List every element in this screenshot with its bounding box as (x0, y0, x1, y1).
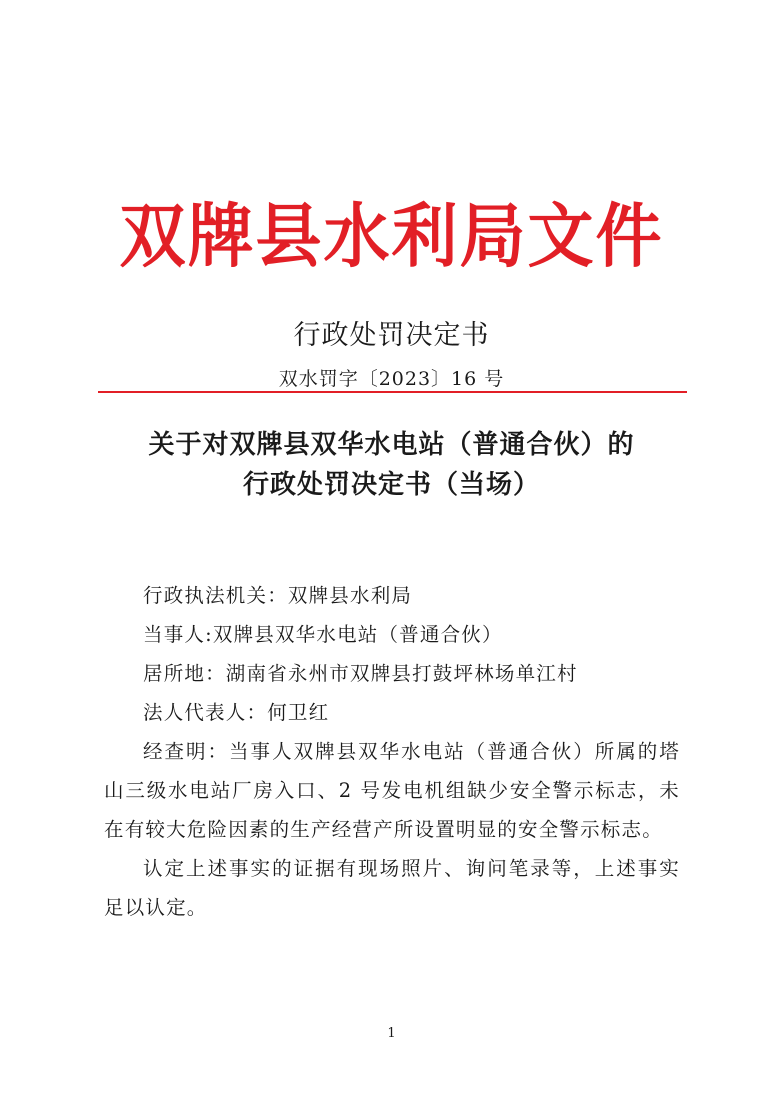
title-line-2: 行政处罚决定书（当场） (242, 470, 540, 500)
page-number: 1 (387, 1026, 396, 1041)
document-number: 双水罚字〔2023〕16 号 (278, 368, 505, 390)
title-line-1: 关于对双牌县双华水电站（普通合伙）的 (148, 430, 635, 460)
party-field: 当事人:双牌县双华水电站（普通合伙） (143, 623, 503, 646)
red-divider-line (98, 391, 687, 393)
document-masthead: 双牌县水利局文件 (119, 195, 664, 277)
evidence-paragraph: 认定上述事实的证据有现场照片、询问笔录等，上述事实足以认定。 (104, 857, 680, 919)
document-body (104, 576, 680, 927)
address-field: 居所地：湖南省永州市双牌县打鼓坪林场单江村 (143, 662, 578, 685)
document-title (0, 425, 783, 505)
document-kind: 行政处罚决定书 (293, 320, 490, 351)
legal-representative-field: 法人代表人：何卫红 (143, 701, 330, 724)
enforcement-agency-field: 行政执法机关：双牌县水利局 (143, 584, 413, 607)
findings-paragraph: 经查明：当事人双牌县双华水电站（普通合伙）所属的塔山三级水电站厂房入口、2 号发电机组缺少安全警示标志，未在有较大危险因素的生产经营产所设置明显的安全警示标志。 (104, 740, 680, 841)
